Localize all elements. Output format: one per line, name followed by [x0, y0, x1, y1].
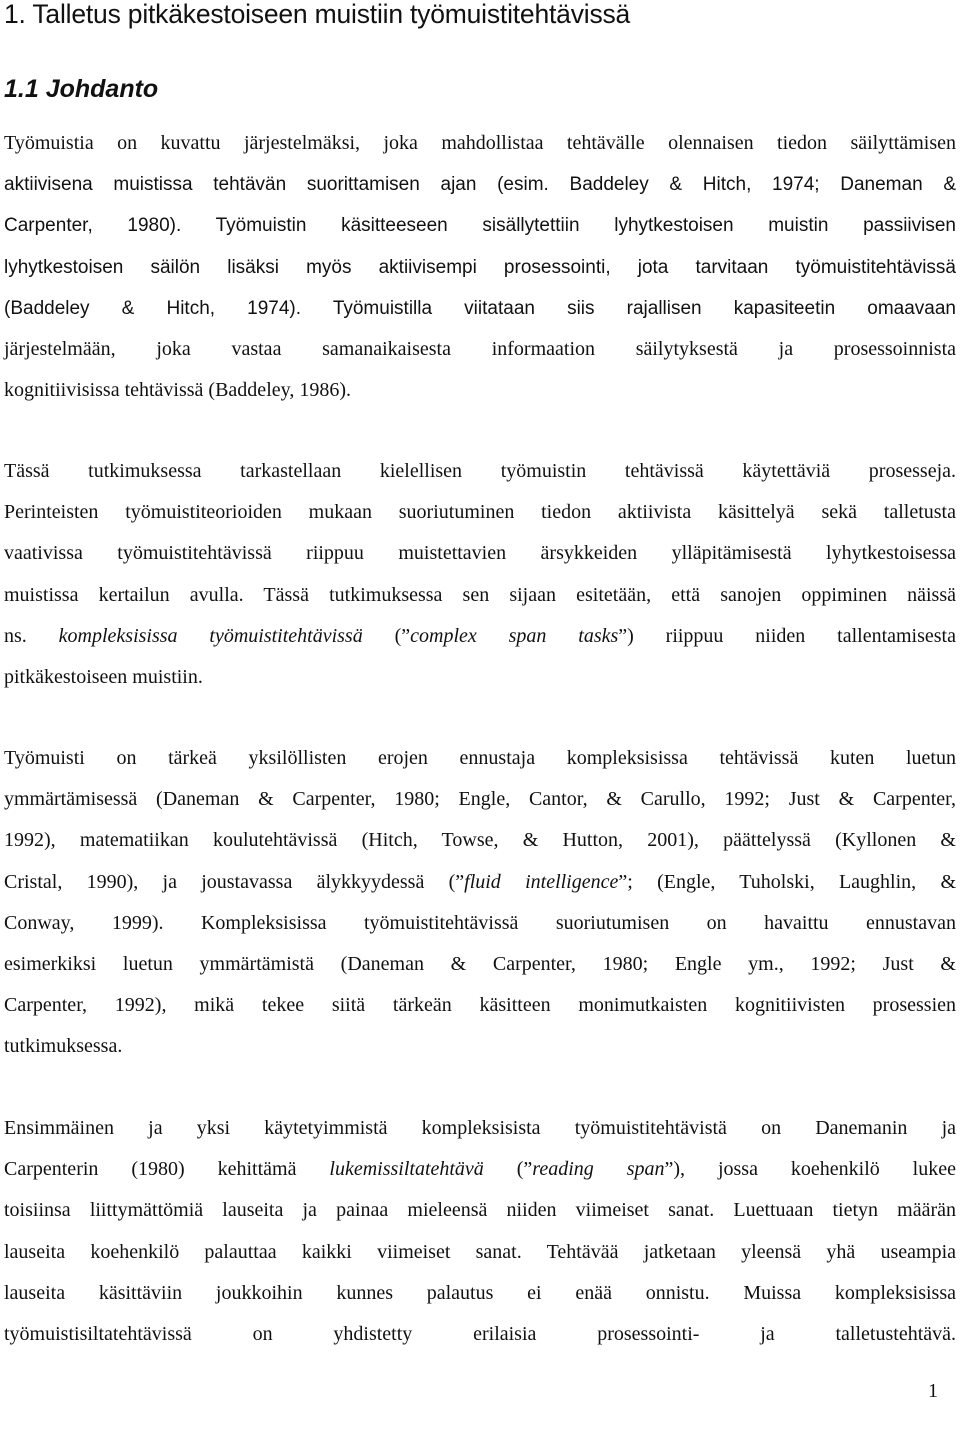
text-run: vaativissa työmuistitehtävissä riippuu muistettavien ärsykkeiden ylläpitämisestä lyhytkestoisessa	[4, 542, 956, 565]
text-run: työmuistisiltatehtävissä on yhdistetty erilaisia prosessointi- ja talletustehtävä.	[4, 1322, 956, 1345]
text-run: ”), jossa koehenkilö lukee	[664, 1158, 956, 1181]
text-run: Työmuistia on kuvattu järjestelmäksi, joka mahdollistaa tehtävälle olennaisen tiedon säilyttämisen	[4, 132, 956, 154]
text-run: Ensimmäinen ja yksi käytetyimmistä kompleksisista työmuistitehtävistä on Danemanin ja	[4, 1117, 956, 1139]
text-line	[4, 492, 956, 533]
text-run: tutkimuksessa.	[4, 1035, 123, 1058]
italic-term: fluid intelligence	[464, 870, 619, 893]
text-line	[4, 288, 956, 329]
text-line	[4, 575, 956, 616]
paragraph-1	[4, 123, 956, 411]
text-run: (Baddeley & Hitch, 1974).	[4, 297, 333, 319]
text-run: Cristal, 1990), ja joustavassa älykkyydessä (”	[4, 870, 465, 893]
page-title: 1. Talletus pitkäkestoiseen muistiin työmuistitehtävissä	[4, 0, 631, 29]
text-run: Carpenter, 1980).	[4, 215, 216, 237]
paragraph-2	[4, 451, 956, 698]
text-run: (”	[362, 624, 411, 647]
text-run: ns.	[4, 624, 59, 647]
text-run: pitkäkestoiseen muistiin.	[4, 665, 203, 688]
text-run: Carpenterin (1980) kehittämä	[4, 1158, 330, 1181]
italic-term: kompleksisissa työmuistitehtävissä	[58, 624, 363, 647]
text-line	[4, 370, 956, 411]
paragraph-4	[4, 1108, 956, 1355]
text-line	[4, 205, 956, 246]
text-run: ymmärtämisessä (Daneman & Carpenter, 1980; Engle, Cantor, & Carullo, 1992; Just & Carpenter,	[4, 788, 956, 811]
text-run: Baddeley & Hitch, 1974; Daneman &	[569, 174, 956, 196]
text-line	[4, 123, 956, 164]
text-run: ”; (Engle, Tuholski, Laughlin, &	[618, 870, 956, 893]
italic-term: lukemissiltatehtävä	[329, 1158, 484, 1181]
text-line	[4, 1026, 956, 1067]
italic-term: reading span	[532, 1158, 665, 1181]
text-run: Conway, 1999). Kompleksisissa työmuistitehtävissä suoriutumisen on havaittu ennustavan	[4, 911, 956, 934]
text-run: lyhytkestoisen säilön lisäksi myös aktiivisempi prosessointi, jota tarvitaan työmuistitehtävissä	[4, 256, 956, 278]
italic-term: complex span tasks	[410, 624, 619, 647]
text-line	[4, 1273, 956, 1314]
text-run: Tässä tutkimuksessa tarkastellaan kielellisen työmuistin tehtävissä käytettäviä prosesseja.	[4, 460, 956, 482]
text-line	[4, 247, 956, 288]
text-line	[4, 451, 956, 492]
text-run: Työmuistilla viitataan siis rajallisen kapasiteetin omaavaan	[332, 297, 956, 319]
text-line	[4, 164, 956, 205]
text-line	[4, 862, 956, 903]
text-run: lauseita käsittäviin joukkoihin kunnes palautus ei enää onnistu. Muissa kompleksisissa	[4, 1281, 956, 1304]
text-line	[4, 657, 956, 698]
text-run: Työmuisti on tärkeä yksilöllisten erojen ennustaja kompleksisissa tehtävissä kuten luetun	[4, 747, 956, 769]
text-line	[4, 329, 956, 370]
text-line	[4, 533, 956, 574]
text-run: esimerkiksi luetun ymmärtämistä (Daneman & Carpenter, 1980; Engle ym., 1992; Just &	[4, 952, 956, 975]
text-line	[4, 779, 956, 820]
text-run: Työmuistin käsitteeseen sisällytettiin lyhytkestoisen muistin passiivisen	[215, 215, 956, 237]
text-run: kognitiivisissa tehtävissä (Baddeley, 1986).	[4, 379, 351, 402]
paragraph-3	[4, 738, 956, 1068]
text-line	[4, 1232, 956, 1273]
page-number: 1	[928, 1380, 938, 1402]
text-line	[4, 820, 956, 861]
text-line	[4, 985, 956, 1026]
text-run: Perinteisten työmuistiteorioiden mukaan suoriutuminen tiedon aktiivista käsittelyä sekä talletusta	[4, 501, 956, 524]
text-line	[4, 1314, 956, 1355]
text-run: ”) riippuu niiden tallentamisesta	[618, 624, 956, 647]
text-line	[4, 616, 956, 657]
text-run: järjestelmään, joka vastaa samanaikaisesta informaation säilytyksestä ja prosessoinnista	[4, 337, 956, 360]
text-line	[4, 738, 956, 779]
text-line	[4, 1149, 956, 1190]
text-run: toisiinsa liittymättömiä lauseita ja painaa mieleensä niiden viimeiset sanat. Luettuaan tietyn määrän	[4, 1199, 956, 1222]
text-run: 1992), matematiikan koulutehtävissä (Hitch, Towse, & Hutton, 2001), päättelyssä (Kyllonen &	[4, 829, 956, 852]
text-line	[4, 1108, 956, 1149]
text-run: Carpenter, 1992), mikä tekee siitä tärkeän käsitteen monimutkaisten kognitiivisten prosessien	[4, 994, 956, 1017]
text-line	[4, 1190, 956, 1231]
text-run: lauseita koehenkilö palauttaa kaikki viimeiset sanat. Tehtävää jatketaan yleensä yhä useampia	[4, 1240, 956, 1263]
section-heading: 1.1 Johdanto	[4, 75, 159, 103]
text-run: (”	[483, 1158, 533, 1181]
text-run: muistissa kertailun avulla. Tässä tutkimuksessa sen sijaan esitetään, että sanojen oppiminen näissä	[4, 583, 956, 606]
text-run: aktiivisena muistissa tehtävän suorittamisen ajan (esim.	[4, 174, 570, 196]
text-line	[4, 903, 956, 944]
text-line	[4, 944, 956, 985]
